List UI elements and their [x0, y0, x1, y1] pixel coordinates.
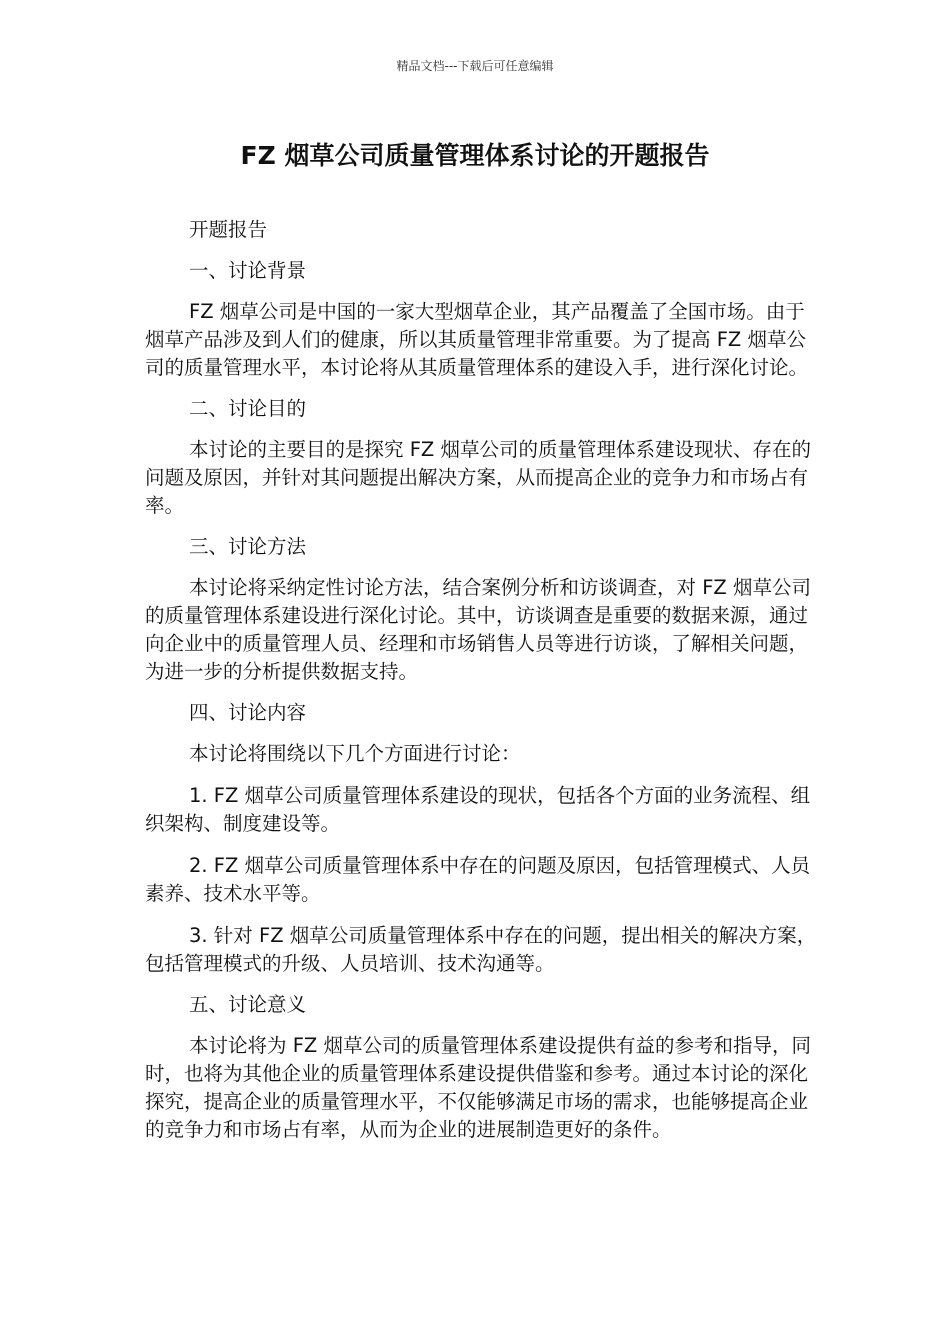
section-heading-content: 四、讨论内容 [189, 701, 307, 724]
content-list-item: 2. FZ 烟草公司质量管理体系中存在的问题及原因，包括管理模式、人员素养、技术水平等。 [145, 854, 811, 905]
section-text-method: 本讨论将采纳定性讨论方法，结合案例分析和访谈调查，对 FZ 烟草公司的质量管理体系建设进行深化讨论。其中，访谈调查是重要的数据来源，通过向企业中的质量管理人员、经理和市场销售人员等进行访谈，了解相关问题，为进一步的分析提供数据支持。 [145, 576, 811, 683]
document-body [145, 216, 817, 1144]
section-heading-purpose: 二、讨论目的 [189, 397, 307, 420]
section-text-background: FZ 烟草公司是中国的一家大型烟草企业，其产品覆盖了全国市场。由于烟草产品涉及到人们的健康，所以其质量管理非常重要。为了提高 FZ 烟草公司的质量管理水平，本讨论将从其质量管理体系的建设入手，进行深化讨论。 [145, 300, 809, 379]
section-text-purpose: 本讨论的主要目的是探究 FZ 烟草公司的质量管理体系建设现状、存在的问题及原因，并针对其问题提出解决方案，从而提高企业的竞争力和市场占有率。 [145, 438, 811, 517]
section-intro-content: 本讨论将围绕以下几个方面进行讨论： [189, 742, 521, 765]
section-heading-significance: 五、讨论意义 [189, 993, 307, 1016]
section-text-significance: 本讨论将为 FZ 烟草公司的质量管理体系建设提供有益的参考和指导，同时，也将为其他企业的质量管理体系建设提供借鉴和参考。通过本讨论的深化探究，提高企业的质量管理水平，不仅能够满足市场的需求，也能够提高企业的竞争力和市场占有率，从而为企业的进展制造更好的条件。 [145, 1034, 811, 1141]
report-label: 开题报告 [189, 218, 268, 241]
document-title: FZ 烟草公司质量管理体系讨论的开题报告 [240, 141, 710, 170]
section-heading-background: 一、讨论背景 [189, 259, 307, 282]
page-header-watermark: 精品文档---下载后可任意编辑 [396, 59, 554, 73]
content-list-item: 1. FZ 烟草公司质量管理体系建设的现状，包括各个方面的业务流程、组织架构、制度建设等。 [145, 784, 811, 835]
content-list-item: 3. 针对 FZ 烟草公司质量管理体系中存在的问题，提出相关的解决方案，包括管理模式的升级、人员培训、技术沟通等。 [145, 924, 817, 975]
section-heading-method: 三、讨论方法 [189, 535, 307, 558]
